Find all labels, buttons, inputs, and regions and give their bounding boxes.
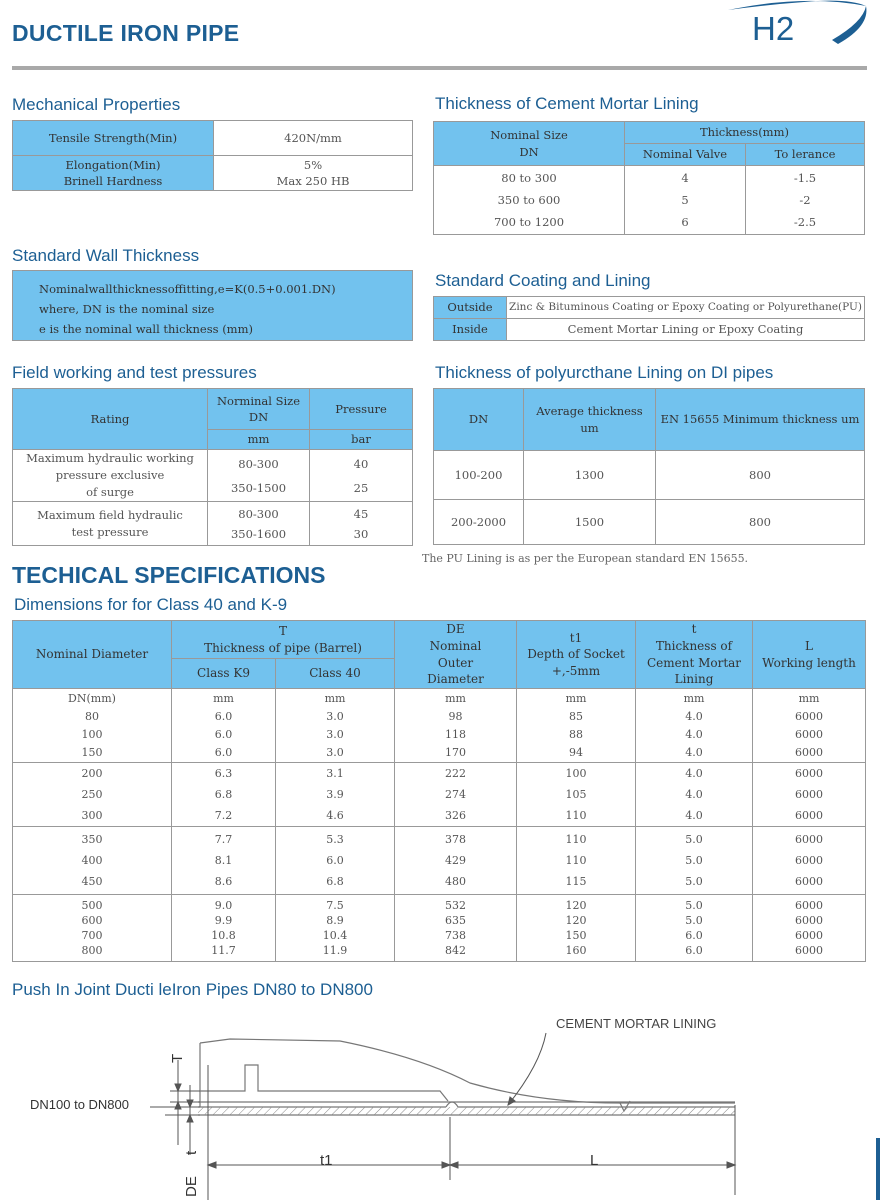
specs-tm-cell: 5.0 5.0 5.0 [636, 827, 753, 895]
specs-dn-cell: DN(mm) 80 100 150 [13, 689, 172, 763]
tensile-value: 420N/mm [214, 121, 413, 156]
pu-dn-header: DN [434, 389, 524, 451]
specs-de-cell: 378 429 480 [395, 827, 517, 895]
pressures-heading: Field working and test pressures [12, 363, 257, 382]
mortar-tolerance-header: To lerance [746, 144, 865, 166]
pressures-table [12, 388, 413, 546]
specs-l-cell: 6000 6000 6000 6000 [753, 895, 866, 962]
specs-k9-cell: 9.0 9.9 10.8 11.7 [172, 895, 276, 962]
diagram-heading: Push In Joint Ducti leIron Pipes DN80 to DN800 [12, 980, 373, 999]
specs-group-row [13, 689, 866, 763]
specs-group-row [13, 827, 866, 895]
specs-k9-cell: 6.3 6.8 7.2 [172, 763, 276, 827]
mortar-sizes: 80 to 300 350 to 600 700 to 1200 [434, 166, 625, 235]
mortar-lining-band [198, 1107, 735, 1115]
lining-label: CEMENT MORTAR LINING [556, 1016, 717, 1031]
DE-label: DE [183, 1176, 200, 1197]
specs-l-header: L Working length [753, 621, 866, 689]
specs-group-row [13, 763, 866, 827]
page-title: DUCTILE IRON PIPE [12, 20, 240, 46]
specs-dn-cell: 500 600 700 800 [13, 895, 172, 962]
header-divider [12, 66, 867, 70]
specs-l-cell: 6000 6000 6000 [753, 763, 866, 827]
specs-c40-cell: 5.3 6.0 6.8 [276, 827, 395, 895]
pu-dn: 200-2000 [434, 500, 524, 545]
specs-subheading: Dimensions for for Class 40 and K-9 [14, 595, 288, 614]
pressures-bar-header: bar [310, 430, 413, 450]
T-label: T [169, 1053, 186, 1063]
pressures-size-header: Norminal Size DN [208, 389, 310, 430]
tensile-label: Tensile Strength(Min) [13, 121, 214, 156]
pressures-test-rating: Maximum field hydraulic test pressure [13, 502, 208, 546]
pressures-rating-header: Rating [13, 389, 208, 450]
wall-heading: Standard Wall Thickness [12, 246, 200, 265]
t-label: t [183, 1150, 200, 1155]
corner-accent [876, 1138, 880, 1200]
coating-inside-value: Cement Mortar Lining or Epoxy Coating [507, 319, 865, 341]
mortar-valves: 4 5 6 [625, 166, 746, 235]
pressures-pressure-header: Pressure [310, 389, 413, 430]
pressures-working-sizes: 80-300 350-1500 [208, 450, 310, 502]
pu-note: The PU Lining is as per the European standard EN 15655. [422, 552, 749, 565]
specs-t1-cell: 110 110 115 [517, 827, 636, 895]
pressures-test-bars: 45 30 [310, 502, 413, 546]
specs-de-cell: 532 635 738 842 [395, 895, 517, 962]
specs-de-cell: mm 98 118 170 [395, 689, 517, 763]
coating-inside-label: Inside [434, 319, 507, 341]
specs-t1-cell: mm 85 88 94 [517, 689, 636, 763]
t1-label: t1 [320, 1152, 333, 1169]
pu-min-header: EN 15655 Minimum thickness um [656, 389, 865, 451]
mortar-valve-header: Nominal Valve [625, 144, 746, 166]
pressures-working-rating: Maximum hydraulic working pressure exclusive of surge [13, 450, 208, 502]
mortar-nominal-header: Nominal Size DN [434, 122, 625, 166]
coating-heading: Standard Coating and Lining [435, 271, 651, 290]
specs-tm-cell: mm 4.0 4.0 4.0 [636, 689, 753, 763]
joint-diagram [0, 1005, 880, 1200]
mechanical-heading: Mechanical Properties [12, 95, 181, 114]
coating-outside-value: Zinc & Bituminous Coating or Epoxy Coating or Polyurethane(PU) [507, 297, 865, 319]
wall-formula-line: where, DN is the nominal size [39, 302, 215, 316]
specs-de-cell: 222 274 326 [395, 763, 517, 827]
mortar-heading: Thickness of Cement Mortar Lining [435, 94, 699, 113]
pu-heading: Thickness of polyurcthane Lining on DI pipes [435, 363, 774, 382]
specs-t1-cell: 120 120 150 160 [517, 895, 636, 962]
range-label: DN100 to DN800 [30, 1097, 129, 1112]
specs-k9-cell: mm 6.0 6.0 6.0 [172, 689, 276, 763]
mortar-tolerances: -1.5 -2 -2.5 [746, 166, 865, 235]
specs-c40-cell: mm 3.0 3.0 3.0 [276, 689, 395, 763]
pu-min: 800 [656, 500, 865, 545]
pipe-outline [198, 1039, 735, 1115]
specs-table [12, 620, 866, 962]
L-label: L [590, 1152, 599, 1169]
specs-c40-cell: 3.1 3.9 4.6 [276, 763, 395, 827]
specs-k9-header: Class K9 [172, 659, 276, 689]
specs-t1-cell: 100 105 110 [517, 763, 636, 827]
pu-table [433, 388, 865, 545]
specs-c40-cell: 7.5 8.9 10.4 11.9 [276, 895, 395, 962]
pu-avg-header: Average thickness um [524, 389, 656, 451]
specs-l-cell: mm 6000 6000 6000 [753, 689, 866, 763]
coating-outside-label: Outside [434, 297, 507, 319]
h2-logo [720, 0, 870, 50]
logo-text: H2 [752, 10, 795, 47]
pressures-test-sizes: 80-300 350-1600 [208, 502, 310, 546]
mortar-table [433, 121, 865, 235]
specs-l-cell: 6000 6000 6000 [753, 827, 866, 895]
specs-tm-cell: 4.0 4.0 4.0 [636, 763, 753, 827]
elongation-value: 5% Max 250 HB [214, 156, 413, 191]
specs-dn-cell: 350 400 450 [13, 827, 172, 895]
specs-group-row [13, 895, 866, 962]
specs-de-header: DE Nominal Outer Diameter [395, 621, 517, 689]
pressures-mm-header: mm [208, 430, 310, 450]
pu-avg: 1300 [524, 451, 656, 500]
pu-avg: 1500 [524, 500, 656, 545]
wall-formula-line: e is the nominal wall thickness (mm) [39, 322, 253, 336]
specs-t1-header: t1 Depth of Socket +,-5mm [517, 621, 636, 689]
specs-k9-cell: 7.7 8.1 8.6 [172, 827, 276, 895]
specs-c40-header: Class 40 [276, 659, 395, 689]
dimension-lines [150, 1033, 735, 1200]
specs-nominal-header: Nominal Diameter [13, 621, 172, 689]
coating-table [433, 296, 865, 341]
specs-tm-cell: 5.0 5.0 6.0 6.0 [636, 895, 753, 962]
specs-t-header: T Thickness of pipe (Barrel) [172, 621, 395, 659]
specs-tm-header: t Thickness of Cement Mortar Lining [636, 621, 753, 689]
mechanical-table [12, 120, 413, 191]
wall-formula-line: Nominalwallthicknessoffitting,e=K(0.5+0.001.DN) [39, 282, 336, 296]
specs-heading: TECHICAL SPECIFICATIONS [12, 562, 326, 588]
pressures-working-bars: 40 25 [310, 450, 413, 502]
elongation-label: Elongation(Min) Brinell Hardness [13, 156, 214, 191]
specs-dn-cell: 200 250 300 [13, 763, 172, 827]
mortar-thickness-header: Thickness(mm) [625, 122, 865, 144]
pu-min: 800 [656, 451, 865, 500]
wall-formula-box [12, 270, 413, 341]
pu-dn: 100-200 [434, 451, 524, 500]
